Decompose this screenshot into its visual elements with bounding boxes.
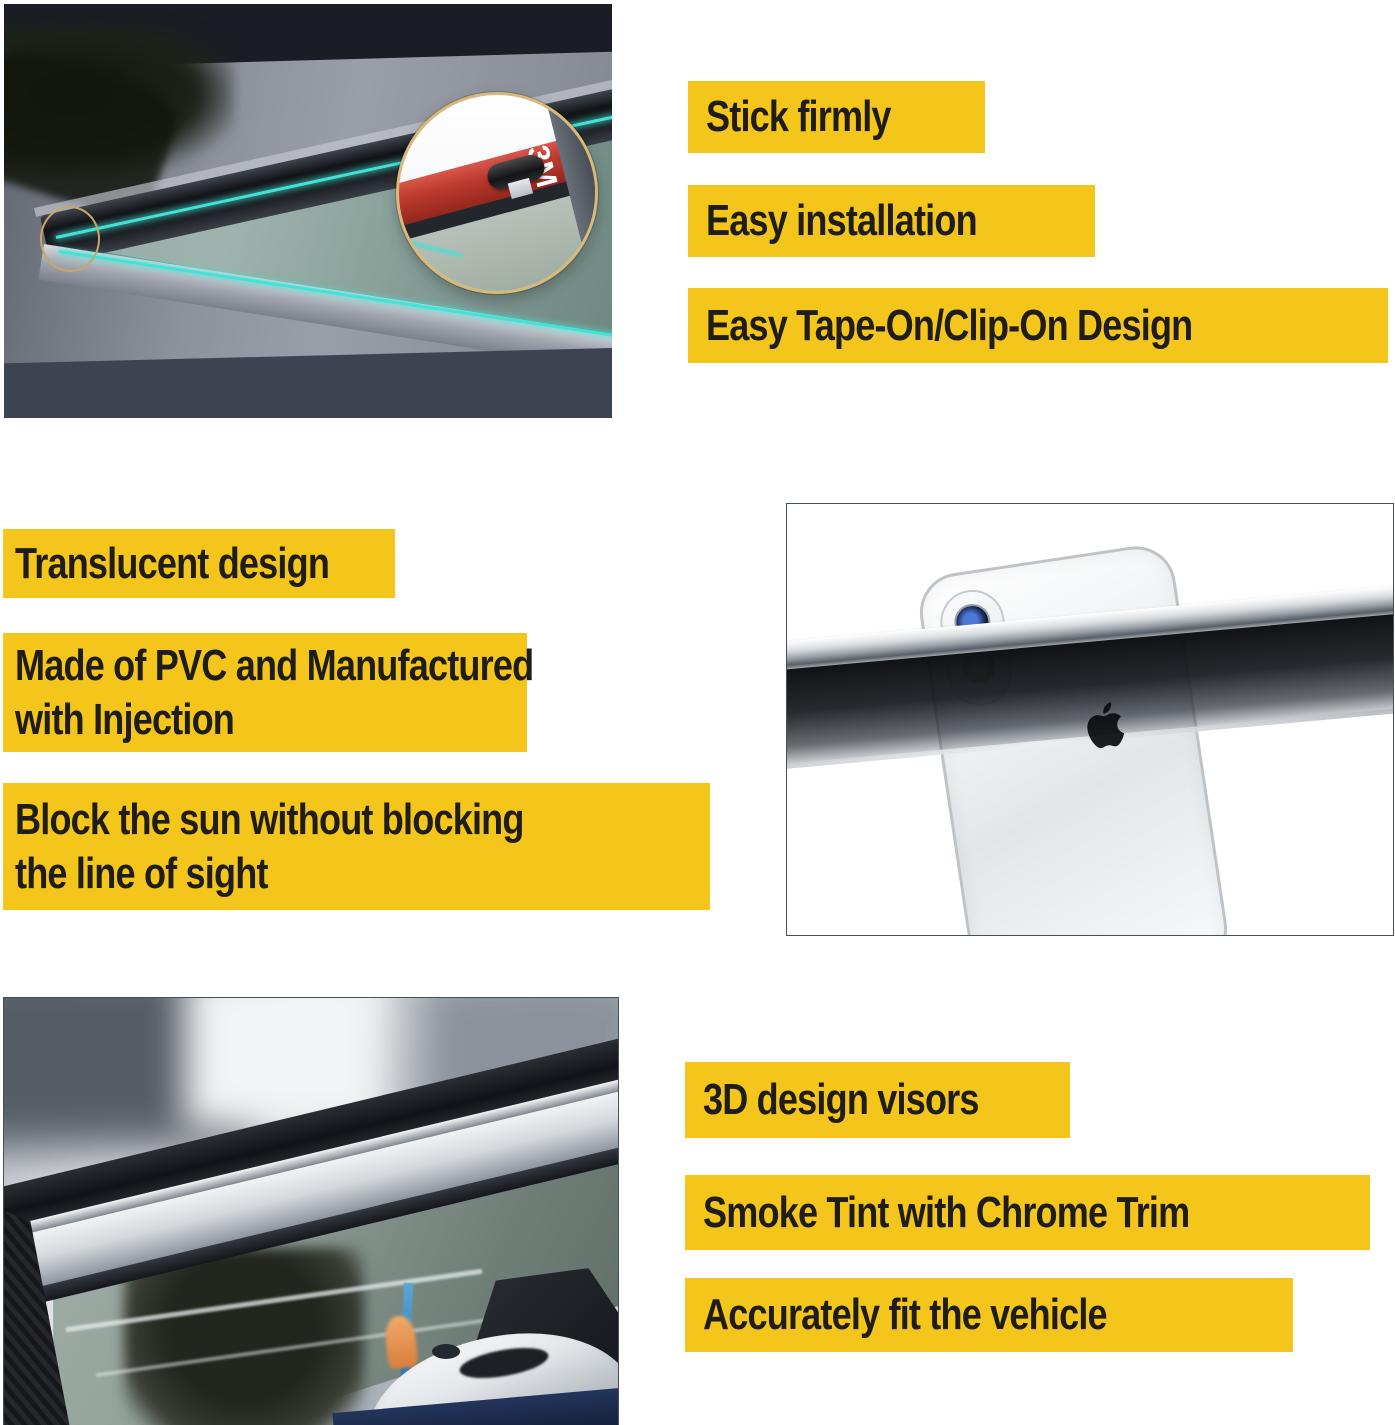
feature-stick-firmly: Stick firmly [688,81,985,153]
feature-easy-installation: Easy installation [688,185,1095,257]
visor-tape-detail-photo [4,4,612,418]
feature-pvc-injection: Made of PVC and Manufactured with Injection [3,633,527,752]
highlight-circle [40,206,100,272]
phone-behind-visor-photo [786,503,1394,936]
feature-tape-clip-design: Easy Tape-On/Clip-On Design [688,288,1388,363]
tape-zoom-inset [396,92,598,294]
smoke-visor-band [786,582,1394,793]
apple-logo-icon [1080,698,1130,755]
feature-smoke-tint-chrome: Smoke Tint with Chrome Trim [685,1175,1370,1250]
feature-block-sun: Block the sun without blocking the line of sight [3,783,710,910]
visor-installed-photo [3,997,619,1425]
interior-seat-shadow [124,1248,364,1425]
feature-translucent-design: Translucent design [3,529,395,598]
feature-3d-design: 3D design visors [685,1062,1070,1138]
door-panel [4,348,612,418]
feature-accurate-fit: Accurately fit the vehicle [685,1278,1293,1352]
mirror-detail [432,1344,460,1359]
